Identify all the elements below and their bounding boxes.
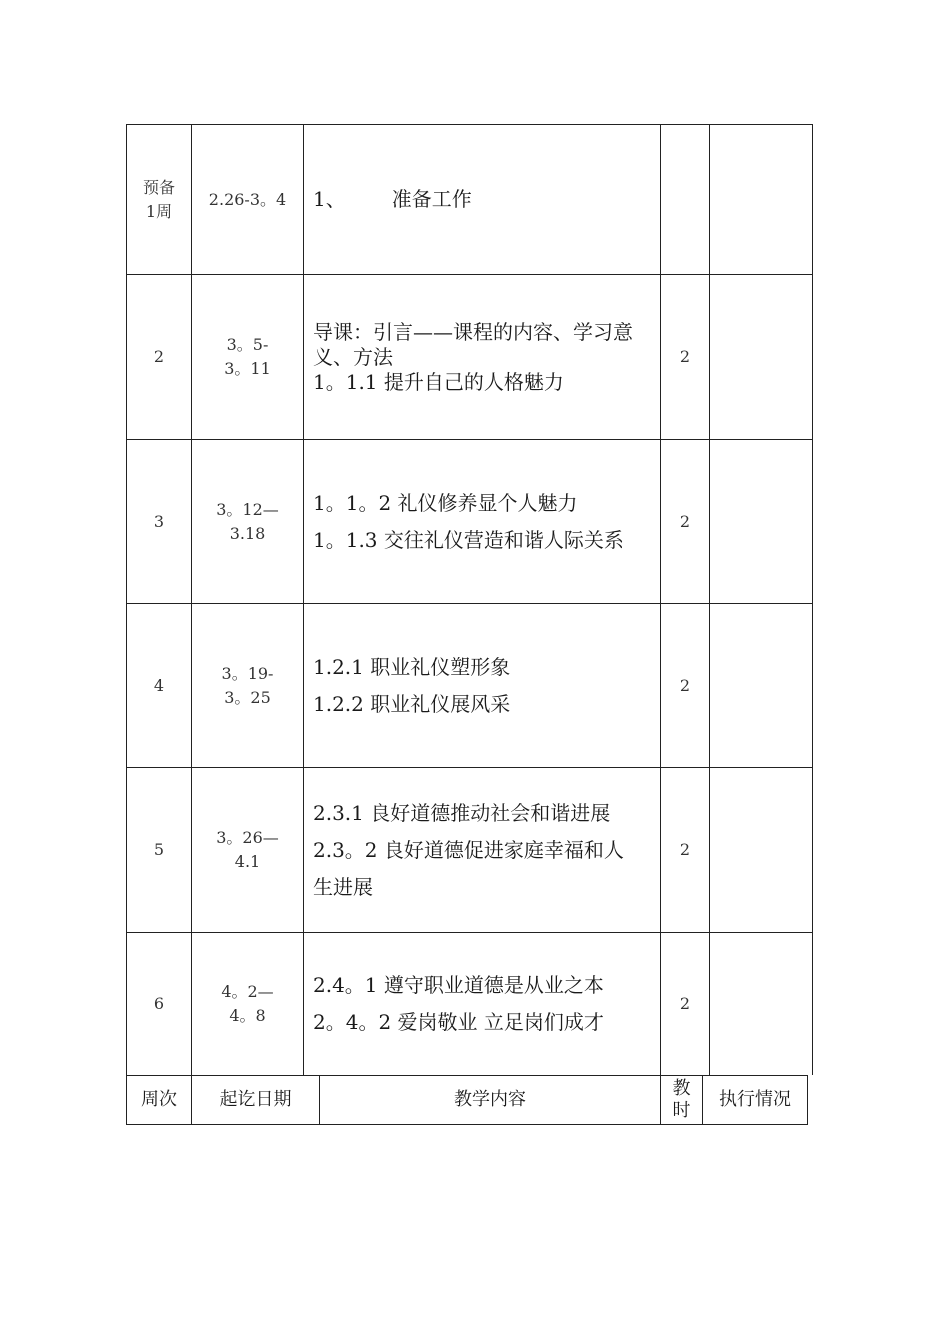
table-row-week-cell [127,604,191,767]
content-line: 1。1.1 提升自己的人格魅力 [313,369,564,394]
content-line: 导课：引言——课程的内容、学习意义、方法 [313,319,633,369]
table-border-right [812,124,813,1075]
date-range-end: 3。11 [224,359,271,378]
table-row-week-cell [127,125,191,274]
date-range-start: 3。26— [216,828,279,847]
table-col-divider [709,124,710,1075]
date-range-start: 4。2— [221,982,274,1001]
content-line: 生进展 [313,874,373,899]
table-row-content-cell [304,933,660,1075]
content-line: 2.4。1 遵守职业道德是从业之本 [313,973,604,997]
table-row-dates-cell [192,933,303,1075]
content-line: 2.3。2 良好道德促进家庭幸福和人 [313,837,624,862]
table-row-hours-cell [661,275,709,439]
list-number: 1、 [313,187,346,211]
week-label: 3 [153,511,165,531]
week-label: 4 [153,675,165,695]
content-line [313,181,660,218]
table-row-dates-cell [192,604,303,767]
hours-value: 2 [679,840,691,859]
week-label: 6 [153,994,165,1013]
date-range: 2.26-3。4 [208,189,287,209]
table-row-hours-cell [661,768,709,932]
content-line: 1.2.1 职业礼仪塑形象 [313,654,511,679]
table-row-hours-cell [661,125,709,274]
date-range-start: 3。12— [216,499,279,519]
table-row-week-cell [127,440,191,603]
date-range-start: 3。5- [226,335,269,354]
header-col-divider [807,1075,808,1125]
table-row-dates-cell [192,440,303,603]
hours-value: 2 [679,994,691,1013]
content-line: 2.3.1 良好道德推动社会和谐进展 [313,800,611,825]
table-row-week-cell [127,768,191,932]
date-range-end: 3.18 [229,523,266,543]
hours-value: 2 [679,675,691,695]
table-row-content-cell [304,604,660,767]
table-row-content-cell [304,125,660,274]
hours-value: 2 [679,511,691,531]
header-border-bottom [126,1124,808,1125]
content-text: 准备工作 [391,187,472,211]
week-label: 预备 [142,177,175,197]
table-row-content-cell [304,275,660,439]
table-row-dates-cell [192,125,303,274]
content-line: 1。1.3 交往礼仪营造和谐人际关系 [313,527,624,552]
table-row-content-cell [304,768,660,932]
table-row-week-cell [127,275,191,439]
table-row-dates-cell [192,768,303,932]
table-row-hours-cell [661,933,709,1075]
content-line: 2。4。2 爱岗敬业 立足岗们成才 [313,1010,604,1034]
column-header-week: 周次 [141,1089,177,1110]
date-range-start: 3。19- [221,663,274,683]
content-line: 1。1。2 礼仪修养显个人魅力 [313,490,578,515]
table-row-hours-cell [661,440,709,603]
table-row-week-cell [127,933,191,1075]
column-header-status: 执行情况 [719,1089,791,1110]
column-header-content: 教学内容 [454,1089,526,1110]
date-range-end: 3。25 [224,687,271,707]
table-row-dates-cell [192,275,303,439]
week-label: 1周 [145,201,173,221]
date-range-end: 4.1 [234,852,261,871]
column-header-hours: 教 时 [672,1078,691,1121]
hours-value: 2 [679,347,691,366]
table-row-hours-cell [661,604,709,767]
content-line: 1.2.2 职业礼仪展风采 [313,691,511,716]
date-range-end: 4。8 [229,1006,266,1025]
week-label: 5 [153,840,165,859]
column-header-dates: 起讫日期 [219,1089,292,1110]
table-row-content-cell [304,440,660,603]
week-label: 2 [153,347,165,366]
